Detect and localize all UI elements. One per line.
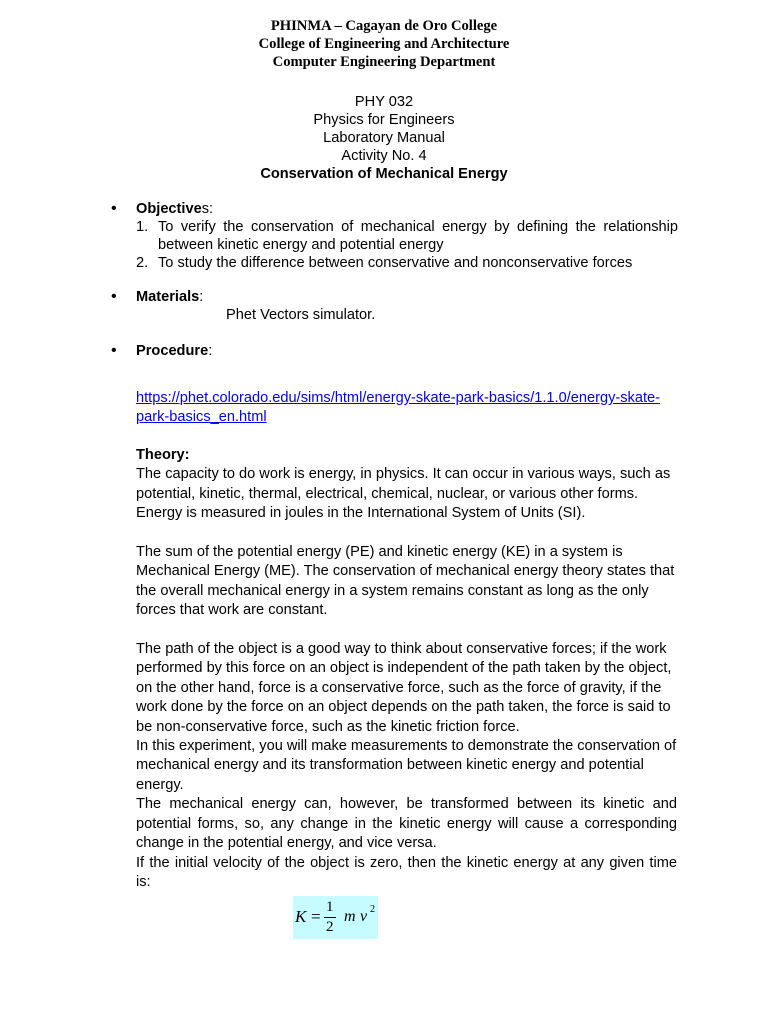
college-division: College of Engineering and Architecture: [258, 36, 510, 52]
college-name: PHINMA – Cagayan de Oro College: [270, 18, 498, 34]
theory-paragraph-2: The sum of the potential energy (PE) and kinetic energy (KE) in a system is Mechanical Energy (ME). The conservation of mechanical energy theory states that the overall mechanical energy in a system remains constant as long as the only forces that work are constant.: [136, 544, 675, 619]
theory-paragraph-4: In this experiment, you will make measurements to demonstrate the conservation of mechanical energy and its transformation between kinetic energy and potential energy.: [136, 738, 677, 793]
bullet-icon: •: [111, 288, 117, 305]
bullet-icon: •: [111, 342, 117, 359]
theory-heading: Theory:: [136, 447, 190, 463]
formula-velocity: v: [360, 908, 368, 925]
list-text: To study the difference between conservative and nonconservative forces: [158, 255, 633, 271]
materials-section: [111, 288, 681, 328]
activity-number: Activity No. 4: [341, 148, 427, 164]
list-text: To verify the conservation of mechanical energy by defining the relationship between kinetic energy and potential energy: [158, 219, 678, 253]
procedure-link[interactable]: [136, 389, 677, 428]
kinetic-energy-formula: [293, 896, 378, 939]
list-item: [136, 254, 678, 272]
activity-title: Conservation of Mechanical Energy: [260, 166, 508, 182]
formula-mass: m: [344, 908, 356, 925]
course-info: [0, 93, 768, 183]
theory-section: [136, 446, 677, 892]
list-item: [136, 218, 678, 254]
formula-equals: =: [311, 907, 321, 926]
procedure-heading: Procedure:: [136, 343, 213, 359]
institution-header: [0, 17, 768, 71]
formula-lhs: K: [295, 907, 307, 926]
objectives-heading: Objectives:: [136, 201, 214, 217]
manual-label: Laboratory Manual: [323, 130, 445, 146]
course-code: PHY 032: [354, 94, 414, 110]
fraction-denominator: 2: [326, 919, 334, 935]
list-number: 2.: [136, 255, 149, 271]
theory-paragraph-3: The path of the object is a good way to think about conservative forces; if the work performed by this force on an object is independent of the path taken by the object, on the other hand, force is a conservative force, such as the force of gravity, if the work done by the force on an object depends on the path taken, the force is said to be non-conservative force, such as the kinetic friction force.: [136, 641, 672, 735]
theory-paragraph-1: The capacity to do work is energy, in physics. It can occur in various ways, such as potential, kinetic, thermal, electrical, chemical, nuclear, or various other forms. Energy is measured in joules in the International System of Units (SI).: [136, 466, 671, 522]
simulation-link-line2[interactable]: park-basics_en.html: [136, 409, 267, 426]
objectives-section: [111, 200, 681, 275]
fraction-bar: [324, 917, 336, 918]
department-name: Computer Engineering Department: [272, 54, 496, 70]
materials-text: Phet Vectors simulator.: [226, 307, 376, 323]
fraction-numerator: 1: [326, 899, 334, 915]
bullet-icon: •: [111, 200, 117, 217]
objectives-list: [136, 218, 678, 272]
materials-heading: Materials:: [136, 289, 204, 305]
list-number: 1.: [136, 219, 149, 235]
simulation-link-line1[interactable]: https://phet.colorado.edu/sims/html/energy-skate-park-basics/1.1.0/energy-skate-: [136, 390, 660, 406]
theory-paragraph-5: The mechanical energy can, however, be transformed between its kinetic and potential forms, so, any change in the kinetic energy will cause a corresponding change in the potential energy, and vice versa.: [136, 796, 677, 852]
course-title: Physics for Engineers: [313, 112, 455, 128]
formula-exponent: 2: [370, 904, 375, 915]
procedure-section: [111, 342, 681, 362]
theory-paragraph-6: If the initial velocity of the object is zero, then the kinetic energy at any given time is:: [136, 854, 677, 890]
